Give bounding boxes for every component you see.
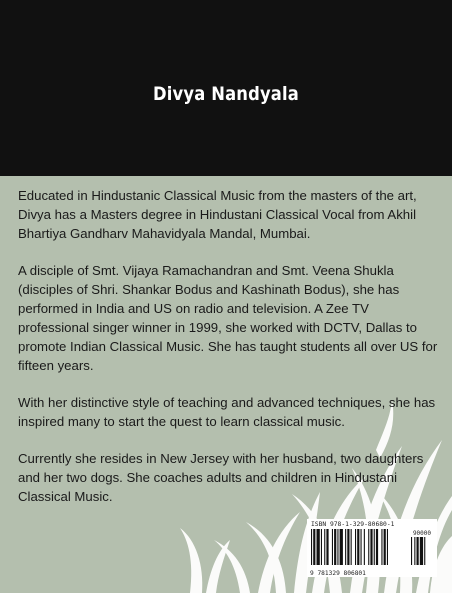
author-bio	[18, 186, 440, 524]
bio-paragraph: With her distinctive style of teaching and advanced techniques, she has inspired many to start the quest to learn classical music.	[18, 395, 436, 429]
price-code: 90000	[412, 530, 431, 537]
isbn-label: ISBN 978-1-329-80680-1	[311, 521, 395, 528]
bio-paragraph: A disciple of Smt. Vijaya Ramachandran and Smt. Veena Shukla (disciples of Shri. Shankar Bodus and Kashinath Bodus), she has performed in India and US on radio and television. A Zee TV professional singer winner in 1999, she worked with DCTV, Dallas to promote Indian Classical Music. She has taught students all over US for fifteen years.	[18, 263, 438, 373]
isbn-barcode	[307, 519, 437, 577]
author-name: Divya Nandyala	[153, 83, 299, 105]
header-band	[0, 0, 452, 176]
bio-paragraph: Educated in Hindustanic Classical Music from the masters of the art, Divya has a Masters degree in Hindustani Classical Vocal from Akhil Bhartiya Gandharv Mahavidyala Mandal, Mumbai.	[18, 188, 417, 241]
ean-digits: 9 781329 806801	[310, 570, 366, 577]
bio-paragraph: Currently she resides in New Jersey with her husband, two daughters and her two dogs. She coaches adults and children in Hindustani Classical Music.	[18, 451, 424, 504]
